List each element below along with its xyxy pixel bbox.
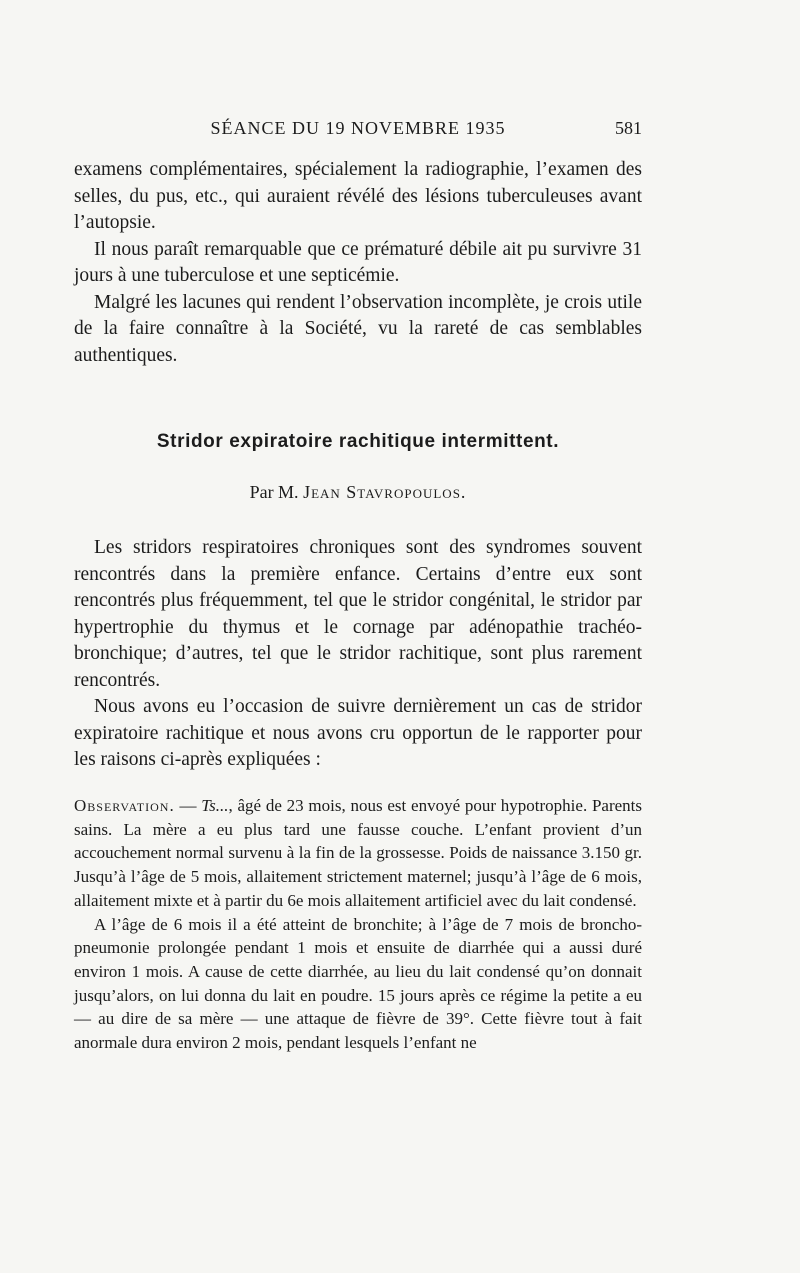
intro-paragraph: Malgré les lacunes qui rendent l’observation incomplète, je crois utile de la faire connaître à la Société, vu la rareté de cas semblables authentiques. xyxy=(74,291,642,366)
intro-text xyxy=(74,157,642,369)
observation-dash: — xyxy=(174,796,202,815)
byline-prefix: Par M. xyxy=(249,482,299,502)
observation-paragraph xyxy=(74,794,642,913)
article-title: Stridor expiratoire rachitique intermittent. xyxy=(156,431,560,452)
patient-initials: Ts... xyxy=(201,796,229,815)
intro-paragraph: Il nous paraît remarquable que ce prématuré débile ait pu survivre 31 jours à une tuberculose et une septicémie. xyxy=(74,238,642,286)
observation-label: Observation. xyxy=(74,796,175,815)
observation-section xyxy=(74,794,642,1055)
observation-text: , âgé de 23 mois, nous est envoyé pour hypotrophie. Parents sains. La mère a eu plus tard une fausse couche. L’enfant provient d’un accouchement normal survenu à la fin de la grossesse. Poids de naissance 3.150 gr. Jusqu’à l’âge de 5 mois, allaitement strictement maternel; jusqu’à l’âge de 6 mois, allaitement mixte et à partir du 6e mois allaitement artificiel avec du lait condensé. xyxy=(74,796,643,910)
running-header xyxy=(74,118,642,146)
body-text xyxy=(74,535,642,774)
intro-paragraph: examens complémentaires, spécialement la radiographie, l’examen des selles, du pus, etc., qui auraient révélé des lésions tuberculeuses avant l’autopsie. xyxy=(74,159,642,233)
body-paragraph: Les stridors respiratoires chroniques sont des syndromes souvent rencontrés dans la première enfance. Certains d’entre eux sont rencontrés plus fréquemment, tel que le stridor congénital, le stridor par hypertrophie du thymus et le cornage par adénopathie trachéo-bronchique; d’autres, tel que le stridor rachitique, sont plus rarement rencontrés. xyxy=(74,537,642,691)
body-paragraph: Nous avons eu l’occasion de suivre dernièrement un cas de stridor expiratoire rachitique et nous avons cru opportun de le rapporter pour les raisons ci-après expliquées : xyxy=(74,696,642,770)
byline xyxy=(74,482,642,503)
observation-paragraph: A l’âge de 6 mois il a été atteint de bronchite; à l’âge de 7 mois de broncho-pneumonie prolongée pendant 1 mois et ensuite de diarrhée qui a aussi duré environ 1 mois. A cause de cette diarrhée, au lieu du lait condensé qu’on donnait jusqu’alors, on lui donna du lait en poudre. 15 jours après ce régime la petite a eu — au dire de sa mère — une attaque de fièvre de 39°. Cette fièvre tout à fait anormale dura environ 2 mois, pendant lesquels l’enfant ne xyxy=(74,914,642,1053)
author-name: Jean Stavropoulos. xyxy=(303,482,467,502)
page-number: 581 xyxy=(615,118,642,138)
running-title: SÉANCE DU 19 NOVEMBRE 1935 xyxy=(210,118,506,138)
